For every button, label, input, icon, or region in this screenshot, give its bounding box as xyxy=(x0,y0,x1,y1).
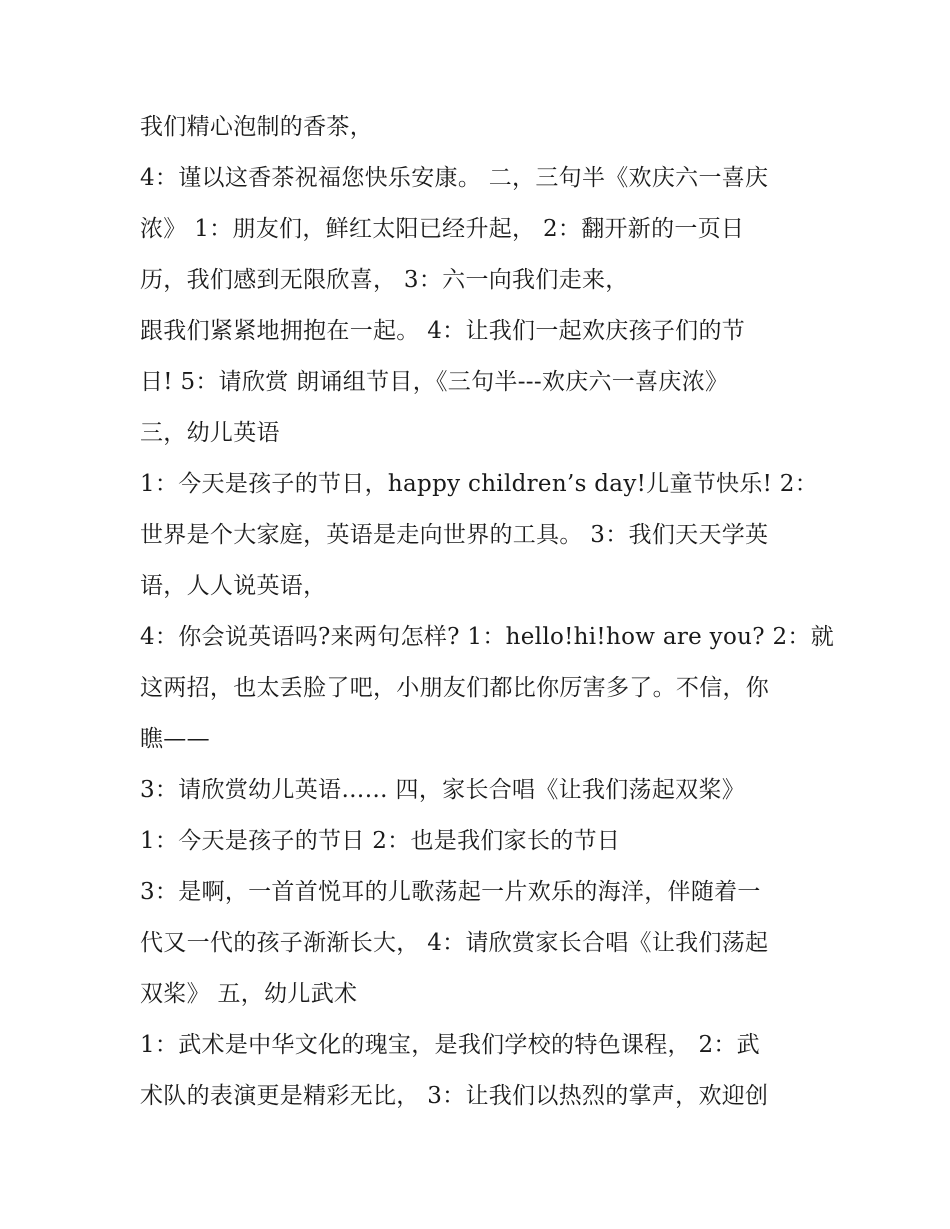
text-line: 代又一代的孩子渐渐长大， 4：请欣赏家长合唱《让我们荡起 xyxy=(140,930,769,956)
text-line: 世界是个大家庭，英语是走向世界的工具。 3：我们天天学英 xyxy=(140,522,769,548)
text-line: 1：今天是孩子的节日 2：也是我们家长的节日 xyxy=(140,828,621,854)
text-line: 3：请欣赏幼儿英语…… 四，家长合唱《让我们荡起双桨》 xyxy=(140,777,746,803)
text-line: 4：谨以这香茶祝福您快乐安康。 二，三句半《欢庆六一喜庆 xyxy=(140,165,769,191)
text-line: 1：武术是中华文化的瑰宝，是我们学校的特色课程， 2：武 xyxy=(140,1032,760,1058)
text-line: 这两招，也太丢脸了吧，小朋友们都比你厉害多了。不信，你 xyxy=(140,675,770,701)
text-line: 3：是啊，一首首悦耳的儿歌荡起一片欢乐的海洋，伴随着一 xyxy=(140,879,761,905)
text-line: 1：今天是孩子的节日，happy children’s day!儿童节快乐! 2： xyxy=(140,471,819,497)
text-line: 双桨》 五，幼儿武术 xyxy=(140,981,358,1007)
document-body xyxy=(140,102,834,1122)
text-line: 浓》 1：朋友们，鲜红太阳已经升起， 2：翻开新的一页日 xyxy=(140,216,745,242)
section-heading: 三，幼儿英语 xyxy=(140,420,280,446)
text-line: 我们精心泡制的香茶， xyxy=(140,114,373,140)
text-line: 历，我们感到无限欣喜， 3：六一向我们走来， xyxy=(140,267,629,293)
text-line: 日! 5：请欣赏 朗诵组节目，《三句半---欢庆六一喜庆浓》 xyxy=(140,369,729,395)
text-line: 4：你会说英语吗?来两句怎样? 1：hello!hi!how are you? 2：就 xyxy=(140,624,834,650)
text-line: 语，人人说英语， xyxy=(140,573,327,599)
text-line: 瞧—— xyxy=(140,726,210,752)
text-line: 跟我们紧紧地拥抱在一起。 4：让我们一起欢庆孩子们的节 xyxy=(140,318,746,344)
text-line: 术队的表演更是精彩无比， 3：让我们以热烈的掌声，欢迎创 xyxy=(140,1083,769,1109)
